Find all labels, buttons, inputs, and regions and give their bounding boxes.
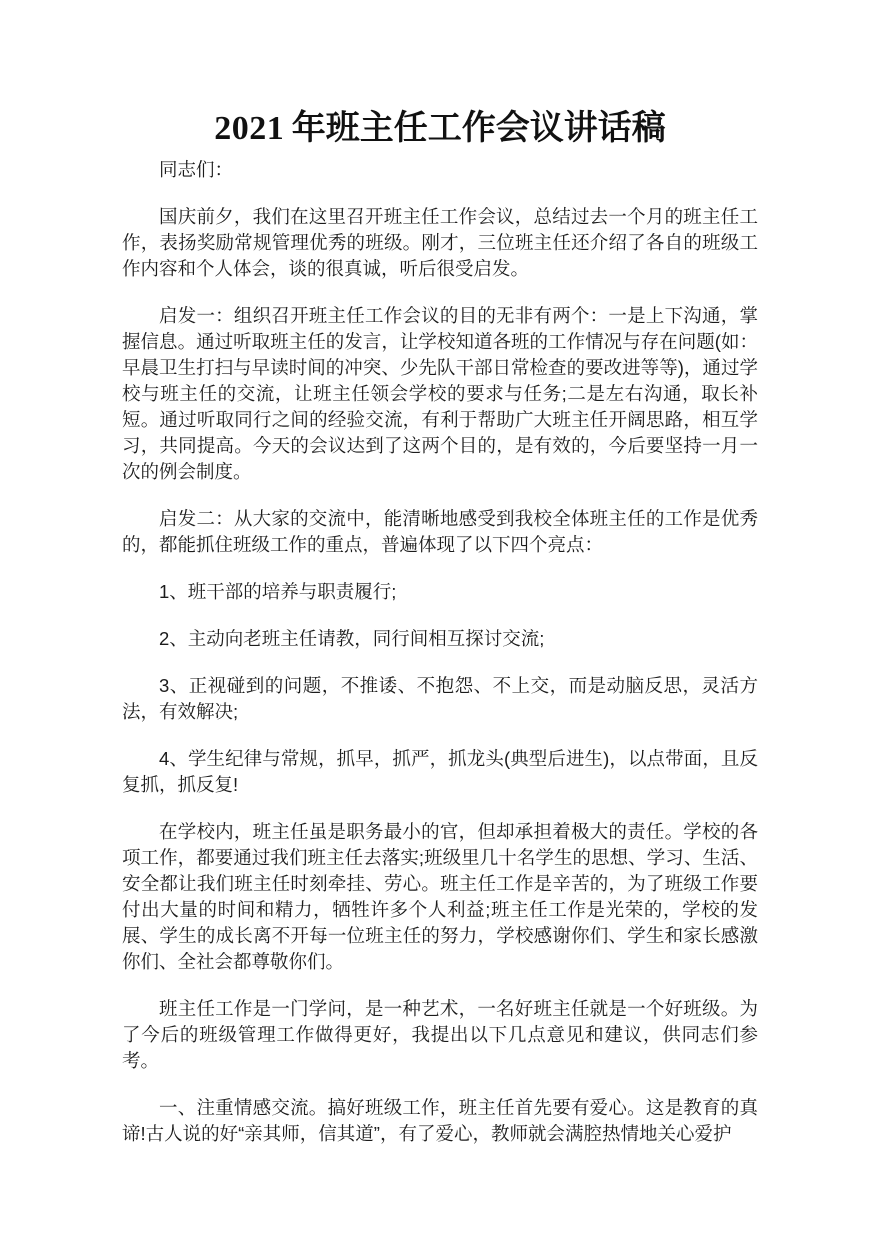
paragraph-suggestions-intro: 班主任工作是一门学问，是一种艺术，一名好班主任就是一个好班级。为了今后的班级管理工作做得更好，我提出以下几点意见和建议，供同志们参考。 (122, 998, 758, 1071)
list-item-3: 3、正视碰到的问题，不推诿、不抱怨、不上交，而是动脑反思，灵活方法，有效解决; (122, 675, 758, 722)
paragraph-intro: 国庆前夕，我们在这里召开班主任工作会议，总结过去一个月的班主任工作，表扬奖励常规管理优秀的班级。刚才，三位班主任还介绍了各自的班级工作内容和个人体会，谈的很真诚，听后很受启发。 (122, 206, 758, 279)
paragraph-responsibility: 在学校内，班主任虽是职务最小的官，但却承担着极大的责任。学校的各项工作，都要通过我们班主任去落实;班级里几十名学生的思想、学习、生活、安全都让我们班主任时刻牵挂、劳心。班主任工作是辛苦的，为了班级工作要付出大量的时间和精力，牺牲许多个人利益;班主任工作是光荣的，学校的发展、学生的成长离不开每一位班主任的努力，学校感谢你们、学生和家长感激你们、全社会都尊敬你们。 (122, 821, 758, 972)
document-title (122, 108, 758, 149)
title-text: 年班主任工作会议讲话稿 (291, 109, 666, 147)
salutation: 同志们： (159, 159, 234, 180)
list-item-1: 1、班干部的培养与职责履行; (159, 581, 397, 602)
title-year: 2021 (214, 110, 285, 147)
list-item-2: 2、主动向老班主任请教，同行间相互探讨交流; (159, 628, 545, 649)
list-item-4: 4、学生纪律与常规，抓早，抓严，抓龙头(典型后进生)，以点带面，且反复抓，抓反复! (122, 748, 758, 795)
paragraph-inspiration-2: 启发二：从大家的交流中，能清晰地感受到我校全体班主任的工作是优秀的，都能抓住班级工作的重点，普遍体现了以下四个亮点： (122, 508, 758, 555)
paragraph-inspiration-1: 启发一：组织召开班主任工作会议的目的无非有两个：一是上下沟通，掌握信息。通过听取班主任的发言，让学校知道各班的工作情况与存在问题(如：早晨卫生打扫与早读时间的冲突、少先队干部日常检查的要改进等等)，通过学校与班主任的交流，让班主任领会学校的要求与任务;二是左右沟通，取长补短。通过听取同行之间的经验交流，有利于帮助广大班主任开阔思路，相互学习，共同提高。今天的会议达到了这两个目的，是有效的，今后要坚持一月一次的例会制度。 (122, 305, 758, 482)
paragraph-point-one: 一、注重情感交流。搞好班级工作，班主任首先要有爱心。这是教育的真谛!古人说的好“亲其师，信其道”，有了爱心，教师就会满腔热情地关心爱护 (122, 1097, 758, 1144)
